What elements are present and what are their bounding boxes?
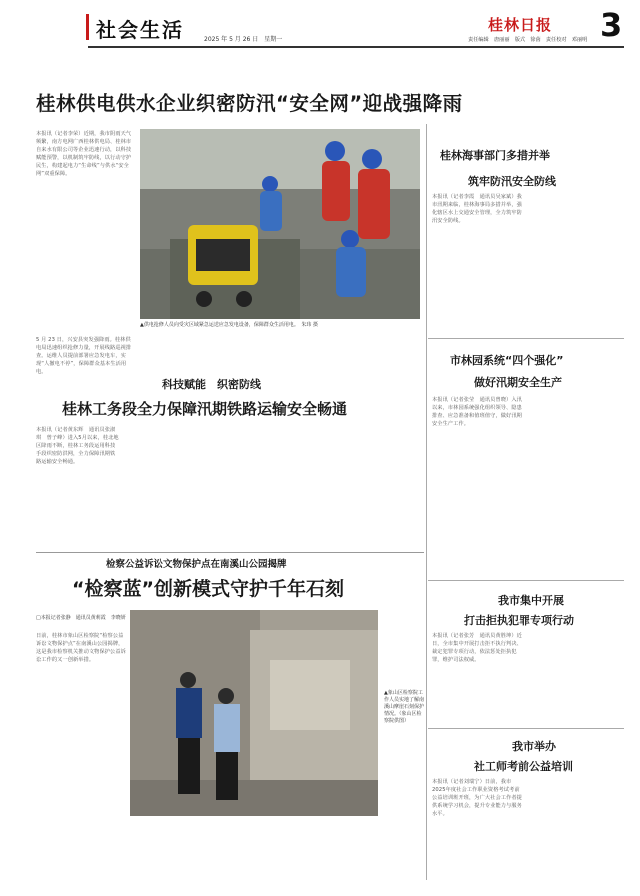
- rail-kicker: 科技赋能 织密防线: [162, 378, 261, 391]
- rock-carving-photo-illustration: [130, 610, 378, 816]
- header-tab: [86, 14, 89, 40]
- forestry-title: 市林园系统“四个强化”: [450, 354, 564, 367]
- flood-crew-photo: [140, 129, 420, 319]
- section-divider: [36, 552, 424, 553]
- issue-date: 2025 年 5 月 26 日 星期一: [204, 36, 283, 43]
- forestry-text-col-2: [530, 396, 622, 514]
- social-work-title: 我市举办: [512, 740, 556, 753]
- masthead-logo: 桂林日报: [488, 16, 553, 34]
- enforcement-subtitle: 打击拒执犯罪专项行动: [464, 614, 574, 627]
- maritime-text: 本报讯（记者李霞 通讯员吴家斌）我市汛期来临，桂林海事局多措并举，强化辖区水上交通安全管理，全力筑牢防汛安全防线。: [432, 194, 522, 224]
- editor-credits: 责任编辑 唐丽丽 版式 徐茵 责任校对 邓丽明: [468, 37, 588, 43]
- prosecutor-text-col-2: [130, 822, 222, 872]
- prosecutor-text-col-4: [322, 822, 422, 872]
- main-headline: 桂林供电供水企业织密防汛“安全网”迎战强降雨: [36, 92, 463, 115]
- rail-headline: 桂林工务段全力保障汛期铁路运输安全畅通: [62, 400, 348, 418]
- main-body-text: 5 月 23 日，兴安县突发强降雨。桂林供电局迅速组织抢修力量，开展线路巡视排查。运维人员提前部署应急发电车，实现“人撤电不停”，保障群众基本生活用电。: [36, 337, 132, 375]
- maritime-title: 桂林海事部门多措并举: [440, 149, 550, 162]
- side-story-enforcement: [428, 586, 624, 726]
- flood-crew-photo-illustration: [140, 129, 420, 319]
- main-text-col-4: [326, 338, 420, 438]
- enforcement-title: 我市集中开展: [498, 594, 564, 607]
- enforcement-text-col-2: [530, 632, 622, 724]
- page-number: 3: [600, 6, 623, 44]
- right-column-rule: [426, 124, 427, 880]
- rail-text-col-3: [212, 426, 296, 546]
- main-photo-caption: ▲供电抢修人员向受灾区域紧急运送应急发电设备，保障群众生活用电。 朱玮 摄: [140, 322, 318, 328]
- main-lead-text: 本报讯（记者李荣）近期，我市阴雨天气频繁，南方电网广西桂林供电局、桂林市自来水有限公司等企业迅速行动，以科技赋能预警，以机制筑牢防线，以行动守护民生，构建起电力“生命线”与供水“安全网”双重保障。: [36, 131, 132, 177]
- forestry-subtitle: 做好汛期安全生产: [474, 376, 562, 389]
- header-rule: [88, 46, 624, 48]
- prosecutor-text-col-3: [226, 822, 318, 872]
- side-story-forestry: [428, 340, 624, 520]
- right-box-divider-3: [428, 728, 624, 729]
- side-story-maritime: [428, 129, 624, 339]
- forestry-text: 本报讯（记者张莹 通讯员曾晓）入汛以来，市林园系统强化组织领导、隐患排查、应急准备和值班值守，做好汛期安全生产工作。: [432, 397, 522, 427]
- prosecutor-byline: □本报记者张静 通讯员黄莉霞 李晓妍: [36, 615, 126, 621]
- enforcement-text: 本报讯（记者张芳 通讯员黄胜坤）近日，全市集中开展打击拒不执行判决、裁定犯罪专项行动，依法惩处拒执犯罪，维护司法权威。: [432, 633, 522, 663]
- right-box-divider-2: [428, 580, 624, 581]
- section-title: 社会生活: [96, 18, 184, 42]
- prosecutor-kicker: 检察公益诉讼文物保护点在南溪山公园揭牌: [106, 559, 287, 570]
- prosecutor-headline: “检察蓝”创新模式守护千年石刻: [72, 578, 344, 600]
- prosecutor-photo-caption: ▲象山区检察院工作人员实地了解南溪山摩崖石刻保护情况。（象山区检察院供图）: [384, 690, 425, 724]
- social-work-text: 本报讯（记者刘瑞宁）日前，我市2025年度社会工作职业资格考试考前公益培训班开班，为广大社会工作者提供系统学习机会，提升专业能力与服务水平。: [432, 779, 522, 817]
- side-story-social-work: [428, 730, 624, 880]
- social-work-text-col-2: [530, 778, 622, 874]
- maritime-subtitle: 筑牢防汛安全防线: [468, 175, 556, 188]
- maritime-text-col-2: [530, 193, 622, 333]
- social-work-subtitle: 社工师考前公益培训: [474, 760, 573, 773]
- prosecutor-text: 日前，桂林市象山区检察院“检察公益诉讼文物保护点”在南溪山公园揭牌，这是我市检察机关推动文物保护公益诉讼工作的又一创新举措。: [36, 633, 126, 663]
- rail-text-col-2: [124, 426, 208, 546]
- right-box-divider-1: [428, 338, 624, 339]
- rail-text: 本报讯（记者黄东辉 通讯员张淑琪 曾子峰）进入5月以来，桂北地区降雨不断，桂林工务段运用科技手段织密防洪网，全力保障汛期铁路运输安全畅通。: [36, 427, 119, 465]
- rock-carving-photo: [130, 610, 378, 816]
- rail-text-col-4: [300, 426, 384, 546]
